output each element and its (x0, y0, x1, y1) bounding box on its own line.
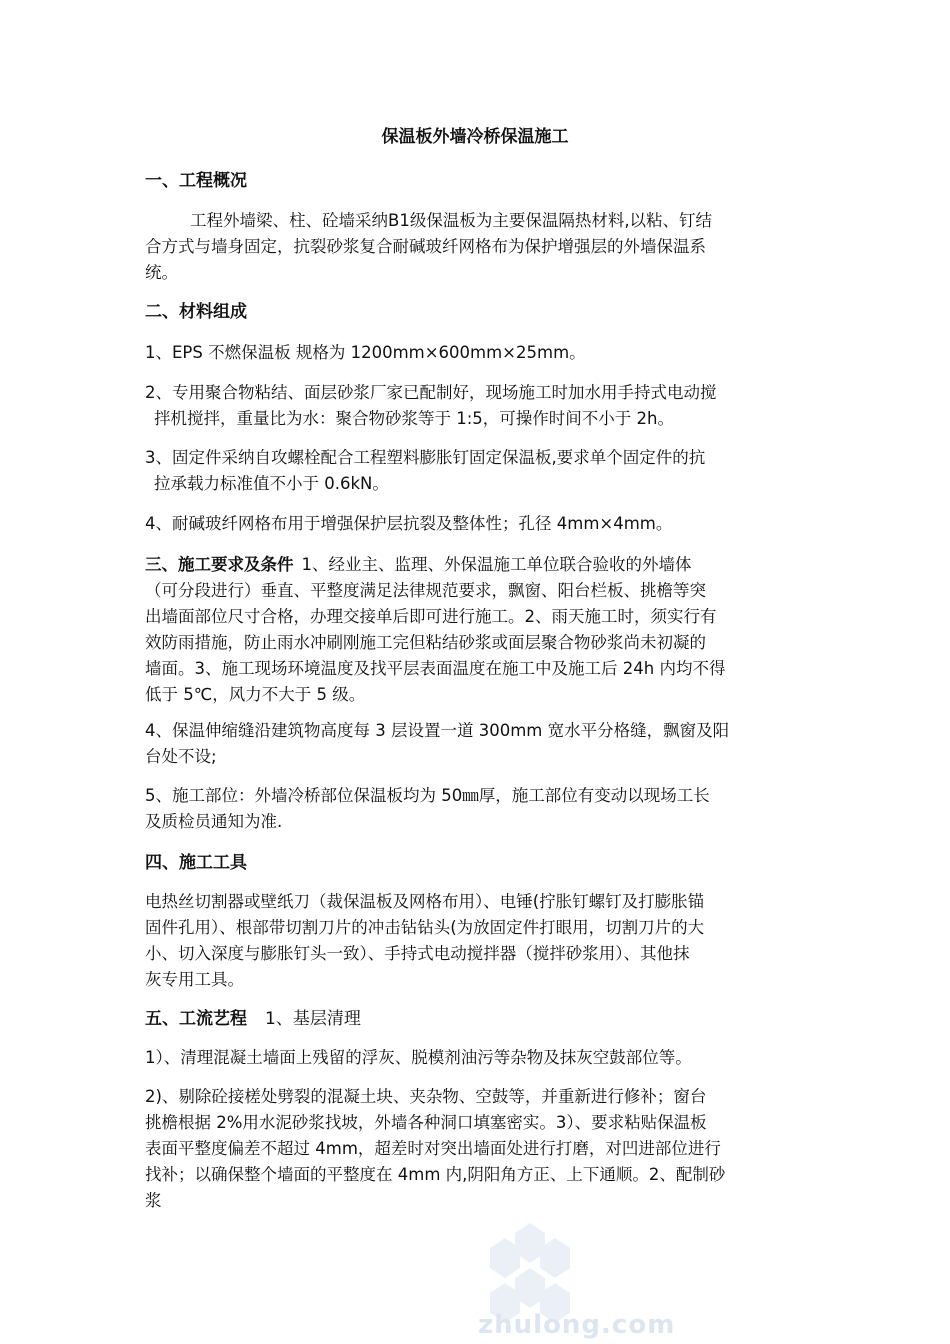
requirement-item-5 (145, 783, 815, 835)
text-line: 统。 (145, 263, 178, 282)
text-line: 低于 5℃，风力不大于 5 级。 (145, 685, 366, 704)
text-line: 台处不设; (145, 747, 217, 766)
section-1-paragraph (145, 208, 815, 286)
text-line (145, 552, 815, 578)
text-line: 1、EPS 不燃保温板 规格为 1200mm×600mm×25mm。 (145, 343, 586, 362)
text-line: 找补；以确保整个墙面的平整度在 4mm 内,阴阳角方正、上下通顺。2、配制砂 (145, 1165, 726, 1184)
section-4-heading: 四、施工工具 (145, 853, 247, 873)
section-2-heading: 二、材料组成 (145, 302, 247, 322)
text-fragment: 1、基层清理 (265, 1009, 361, 1029)
section-5-heading: 五、工流艺程 (145, 1009, 247, 1029)
text-line: （可分段进行）垂直、平整度满足法律规范要求，飘窗、阳台栏板、挑檐等突 (145, 581, 706, 600)
text-line: 表面平整度偏差不超过 4mm，超差时对突出墙面处进行打磨，对凹进部位进行 (145, 1139, 721, 1158)
section-3-heading: 三、施工要求及条件 (145, 555, 294, 574)
text-line: 灰专用工具。 (145, 970, 244, 989)
section-1-heading: 一、工程概况 (145, 171, 247, 191)
text-line: 工程外墙梁、柱、砼墙采纳B1级保温板为主要保温隔热材料,以粘、钉结 (190, 211, 713, 230)
text-line: 小、切入深度与膨胀钉头一致）、手持式电动搅拌器（搅拌砂浆用）、其他抹 (145, 944, 690, 963)
text-line: 浆 (145, 1191, 162, 1210)
section-4-paragraph (145, 889, 815, 993)
process-item-2 (145, 1084, 815, 1214)
text-line: 合方式与墙身固定，抗裂砂浆复合耐碱玻纤网格布为保护增强层的外墙保温系 (145, 237, 706, 256)
section-3-paragraph (145, 552, 815, 708)
text-line: 2)、剔除砼接槎处劈裂的混凝土块、夹杂物、空鼓等，并重新进行修补；窗台 (145, 1087, 707, 1106)
text-line: 4、耐碱玻纤网格布用于增强保护层抗裂及整体性；孔径 4mm×4mm。 (145, 514, 673, 533)
text-line: 电热丝切割器或壁纸刀（裁保温板及网格布用）、电锤(拧胀钉螺钉及打膨胀锚 (145, 892, 705, 911)
material-item-1 (145, 340, 815, 366)
text-line: 拌机搅拌，重量比为水：聚合物砂浆等于 1:5，可操作时间不小于 2h。 (154, 409, 674, 428)
text-line: 墙面。3、施工现场环境温度及找平层表面温度在施工中及施工后 24h 内均不得 (145, 659, 726, 678)
document-title: 保温板外墙冷桥保温施工 (381, 127, 569, 147)
material-item-3 (145, 445, 815, 497)
text-line: 挑檐根据 2%用水泥砂浆找坡，外墙各种洞口填塞密实。3）、要求粘贴保温板 (145, 1113, 707, 1132)
text-line: 及质检员通知为准. (145, 812, 283, 831)
material-item-2 (145, 380, 815, 432)
text-line: 2、专用聚合物粘结、面层砂浆厂家已配制好，现场施工时加水用手持式电动搅 (145, 383, 717, 402)
text-line: 4、保温伸缩缝沿建筑物高度每 3 层设置一道 300mm 宽水平分格缝，飘窗及阳 (145, 721, 730, 740)
section-5-heading-line (145, 1006, 815, 1032)
text-fragment: 1、经业主、监理、外保温施工单位联合验收的外墙体 (301, 555, 692, 574)
process-item-1 (145, 1045, 815, 1071)
text-line: 出墙面部位尺寸合格，办理交接单后即可进行施工。2、雨天施工时，须实行有 (145, 607, 717, 626)
text-line: 1）、清理混凝土墙面上残留的浮灰、脱模剂油污等杂物及抹灰空鼓部位等。 (145, 1048, 692, 1067)
text-line: 3、固定件采纳自攻螺栓配合工程塑料膨胀钉固定保温板,要求单个固定件的抗 (145, 448, 706, 467)
text-line: 拉承载力标准值不小于 0.6kN。 (154, 474, 389, 493)
text-line: 固件孔用）、根部带切割刀片的冲击钻钻头(为放固定件打眼用，切割刀片的大 (145, 918, 705, 937)
text-line: 5、施工部位：外墙冷桥部位保温板均为 50㎜厚，施工部位有变动以现场工长 (145, 786, 710, 805)
material-item-4 (145, 511, 815, 537)
text-line: 效防雨措施，防止雨水冲刷刚施工完但粘结砂浆或面层聚合物砂浆尚未初凝的 (145, 633, 706, 652)
watermark-text: zhulong.com (478, 1310, 676, 1340)
requirement-item-4 (145, 718, 815, 770)
